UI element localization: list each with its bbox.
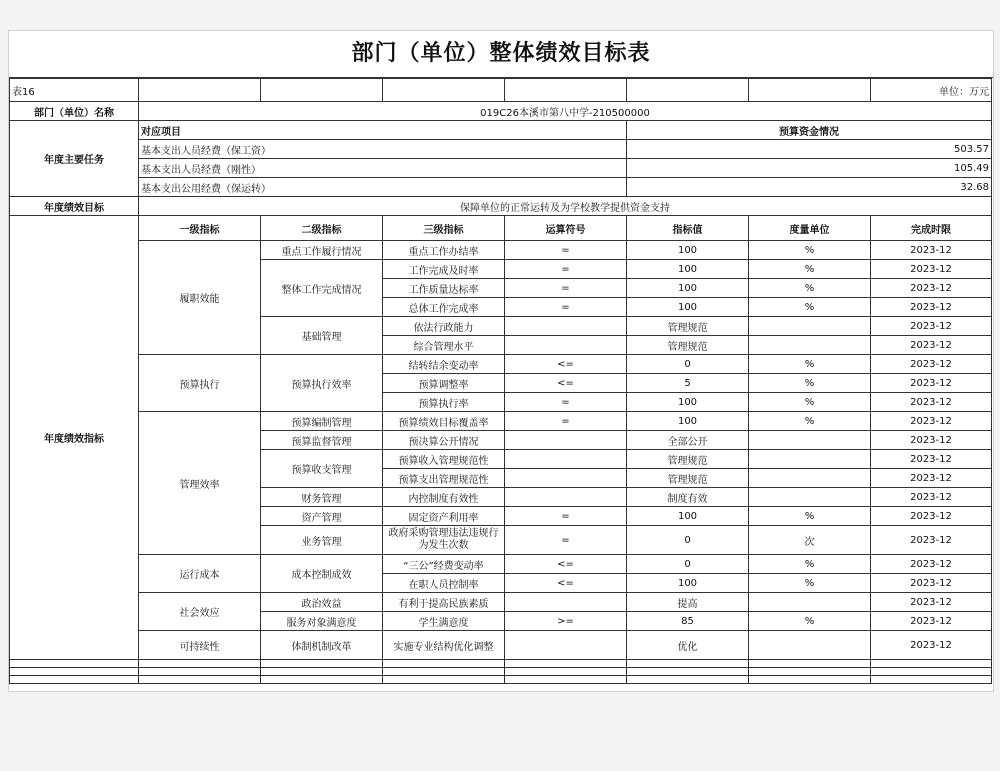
annual-goal-row (10, 197, 992, 216)
table-row: 服务对象满意度 学生满意度 >= 85 % 2023-12 (10, 612, 992, 631)
task-row: 基本支出公用经费（保运转） 32.68 (10, 178, 992, 197)
meta-row (10, 79, 992, 102)
task-header-row (10, 121, 992, 140)
table-row: 业务管理 政府采购管理违法违规行为发生次数 = 0 次 2023-12 (10, 526, 992, 555)
table-row: 预算执行 预算执行效率 结转结余变动率 <= 0 % 2023-12 (10, 355, 992, 374)
task-col-item: 对应项目 (139, 121, 627, 140)
table-row: 可持续性 体制机制改革 实施专业结构优化调整 优化 2023-12 (10, 631, 992, 660)
table-row: 履职效能 重点工作履行情况 重点工作办结率 = 100 % 2023-12 (10, 241, 992, 260)
table-row: 基础管理 依法行政能力 管理规范 2023-12 (10, 317, 992, 336)
table-row: 工作质量达标率 = 100 % 2023-12 (10, 279, 992, 298)
blank-row (10, 668, 992, 676)
indicator-label: 年度绩效指标 (10, 216, 139, 660)
dept-label: 部门（单位）名称 (10, 102, 139, 121)
table-row: 综合管理水平 管理规范 2023-12 (10, 336, 992, 355)
annual-task-label: 年度主要任务 (10, 121, 139, 197)
task-col-budget: 预算资金情况 (627, 121, 992, 140)
table-row: 预算支出管理规范性 管理规范 2023-12 (10, 469, 992, 488)
table-row: 社会效应 政治效益 有利于提高民族素质 提高 2023-12 (10, 593, 992, 612)
blank-row (10, 660, 992, 668)
annual-goal-value: 保障单位的正常运转及为学校教学提供资金支持 (139, 197, 992, 216)
task-row: 基本支出人员经费（保工资） 503.57 (10, 140, 992, 159)
table-row: 在职人员控制率 <= 100 % 2023-12 (10, 574, 992, 593)
table-row: 预算执行率 = 100 % 2023-12 (10, 393, 992, 412)
page-title: 部门（单位）整体绩效目标表 (9, 31, 993, 78)
table-row: 财务管理 内控制度有效性 制度有效 2023-12 (10, 488, 992, 507)
table-row: 运行成本 成本控制成效 “三公”经费变动率 <= 0 % 2023-12 (10, 555, 992, 574)
blank-row (10, 676, 992, 684)
table-row: 管理效率 预算编制管理 预算绩效目标覆盖率 = 100 % 2023-12 (10, 412, 992, 431)
table-row: 资产管理 固定资产利用率 = 100 % 2023-12 (10, 507, 992, 526)
table-number: 表16 (10, 79, 139, 102)
dept-row (10, 102, 992, 121)
performance-sheet (8, 30, 994, 692)
task-row: 基本支出人员经费（刚性） 105.49 (10, 159, 992, 178)
table-row: 总体工作完成率 = 100 % 2023-12 (10, 298, 992, 317)
table-row: 预算调整率 <= 5 % 2023-12 (10, 374, 992, 393)
indicator-header-row: 年度绩效指标 一级指标 二级指标 三级指标 运算符号 指标值 度量单位 完成时限 (10, 216, 992, 241)
annual-goal-label: 年度绩效目标 (10, 197, 139, 216)
performance-table (9, 78, 992, 684)
unit-label: 单位：万元 (871, 79, 992, 102)
table-row: 预算监督管理 预决算公开情况 全部公开 2023-12 (10, 431, 992, 450)
dept-value: 019C26本溪市第八中学-210500000 (139, 102, 992, 121)
table-row: 整体工作完成情况 工作完成及时率 = 100 % 2023-12 (10, 260, 992, 279)
table-row: 预算收支管理 预算收入管理规范性 管理规范 2023-12 (10, 450, 992, 469)
